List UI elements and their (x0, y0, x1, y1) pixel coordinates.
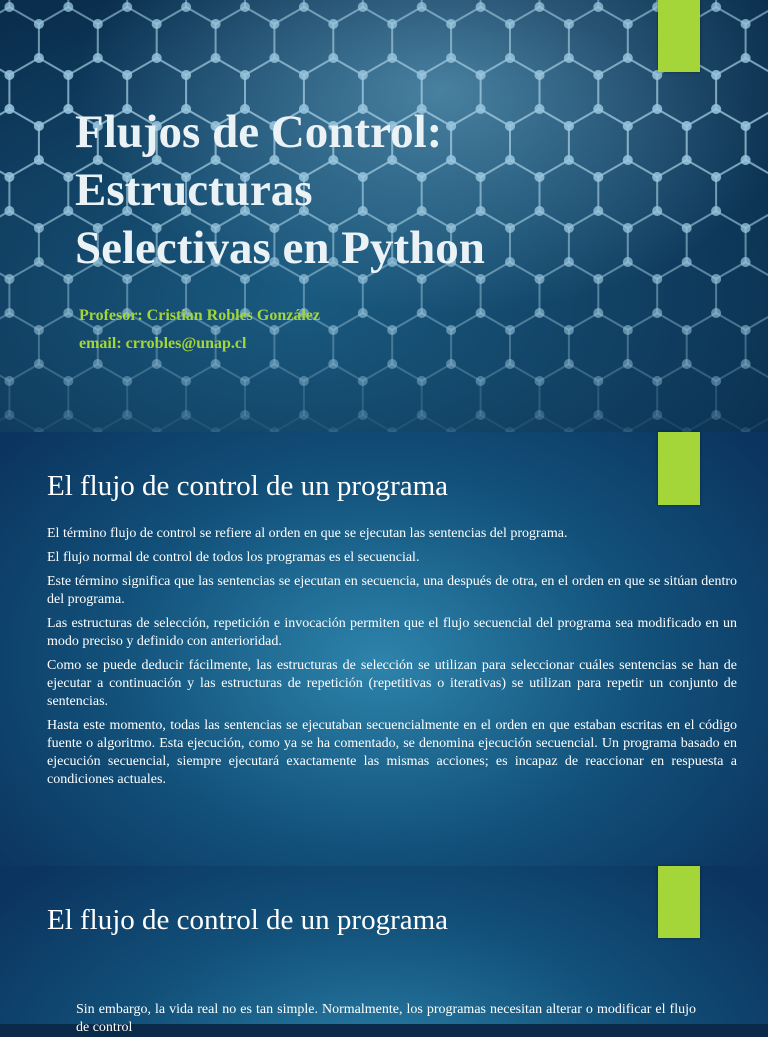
content-slide-1 (0, 432, 768, 866)
paragraph: Las estructuras de selección, repetición e invocación permiten que el flujo secuencial del programa sea modificado en un modo preciso y definido con anterioridad. (47, 616, 737, 649)
title-slide (0, 0, 768, 432)
slide-heading: El flujo de control de un programa (47, 470, 449, 502)
paragraph: El flujo normal de control de todos los programas es el secuencial. (47, 550, 420, 565)
paragraph: Hasta este momento, todas las sentencias se ejecutaban secuencialmente en el orden en que estaban escritas en el código fuente o algoritmo. Esta ejecución, como ya se ha comentado, se denomina ejecución secuencial. Un programa basado en ejecución secuencial, siempre ejecutará exactamente las mismas acciones; es incapaz de reaccionar en respuesta a condiciones actuales. (47, 718, 737, 787)
slide-heading: El flujo de control de un programa (47, 904, 449, 936)
slide-body (47, 525, 737, 795)
paragraph: El término flujo de control se refiere al orden en que se ejecutan las sentencias del programa. (47, 526, 568, 541)
professor-email: email: crrobles@unap.cl (79, 335, 247, 352)
content-slide-2 (0, 866, 768, 1035)
accent-bar (658, 432, 700, 505)
paragraph: Como se puede deducir fácilmente, las estructuras de selección se utilizan para seleccionar cuáles sentencias se han de ejecutar a continuación y las estructuras de repetición (repetitivas o iterativas) se utilizan para repetir un conjunto de sentencias. (47, 658, 737, 709)
accent-bar (658, 0, 700, 72)
accent-bar (658, 866, 700, 938)
professor-name: Profesor: Cristian Robles González (79, 307, 320, 324)
paragraph: Sin embargo, la vida real no es tan simple. Normalmente, los programas necesitan alterar o modificar el flujo de control (76, 1002, 696, 1035)
presentation-title: Flujos de Control: Estructuras Selectivas en Python (75, 106, 485, 274)
paragraph: Este término significa que las sentencias se ejecutan en secuencia, una después de otra, en el orden en que se sitúan dentro del programa. (47, 574, 737, 607)
